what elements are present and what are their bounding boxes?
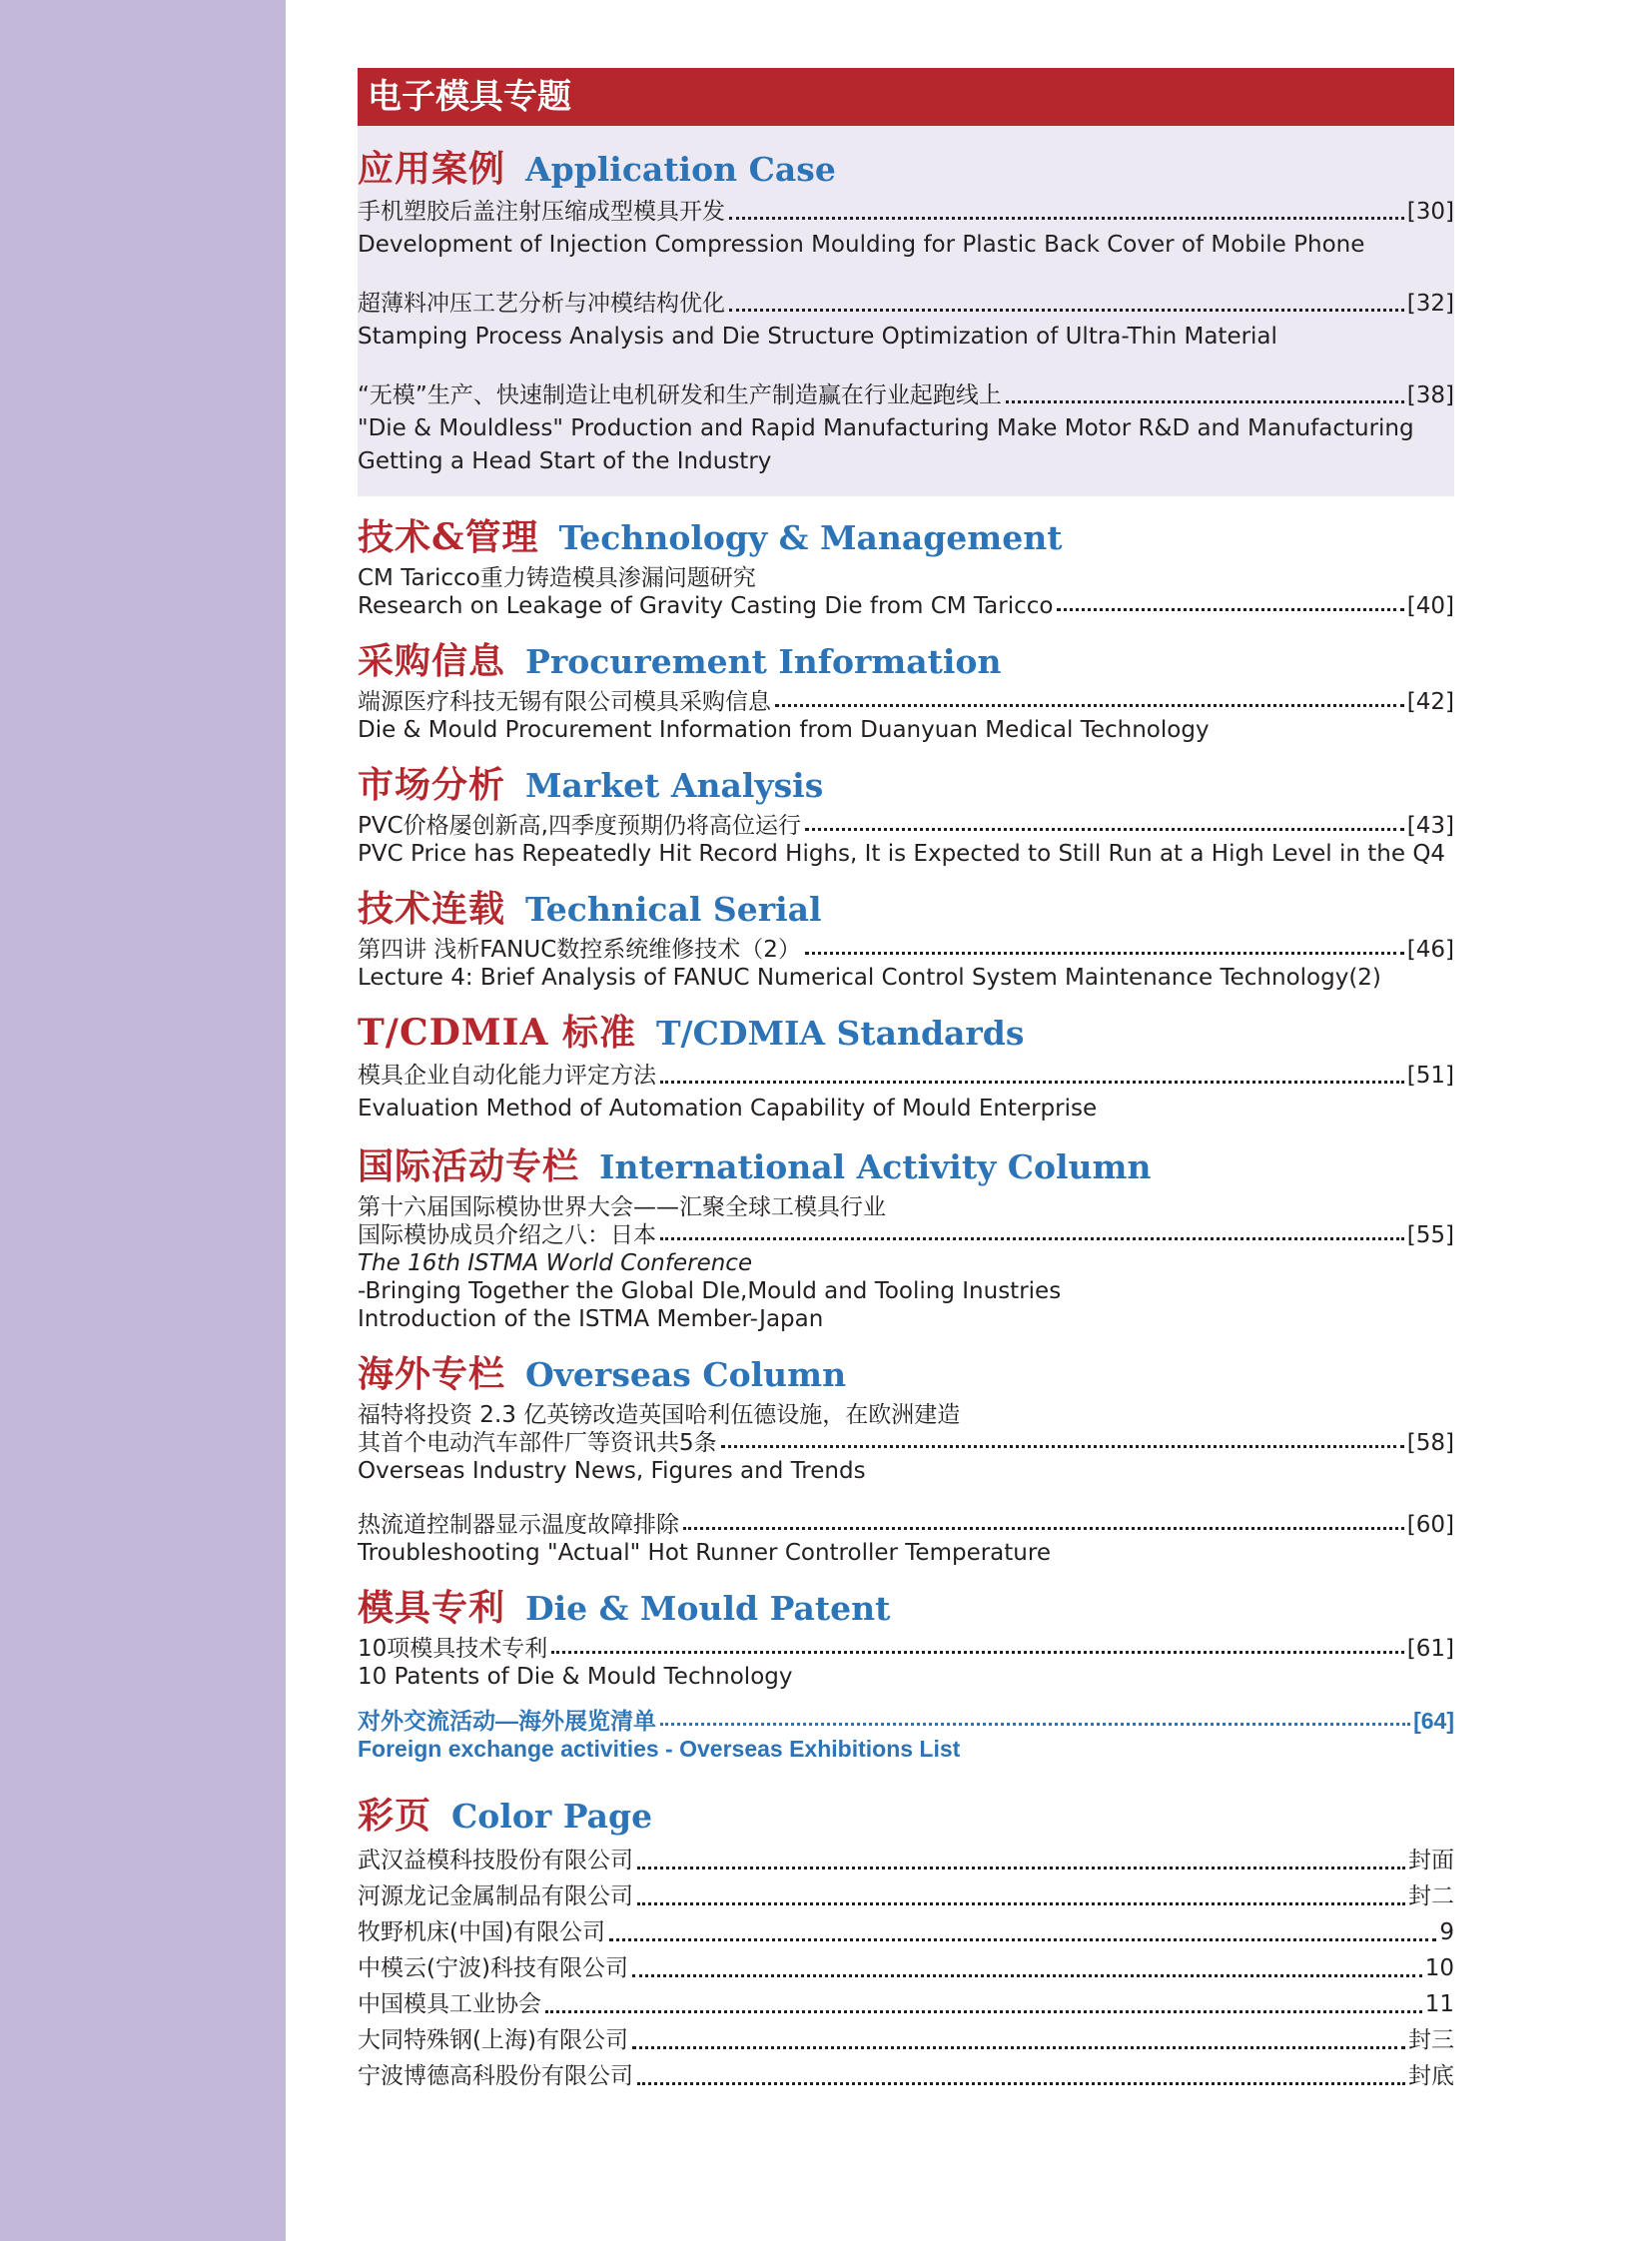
entry-title-en: PVC Price has Repeatedly Hit Record Highs, It is Expected to Still Run at a High Level in the Q4 xyxy=(358,841,1446,867)
dot-leader xyxy=(683,1527,1404,1530)
page-number: [42] xyxy=(1406,689,1454,715)
entry-title-zh-2: 其首个电动汽车部件厂等资讯共5条 xyxy=(358,1430,717,1456)
section-title-en: T/CDMIA Standards xyxy=(655,1014,1025,1053)
section-title xyxy=(358,1139,1454,1193)
entry-title-zh: 超薄料冲压工艺分析与冲模结构优化 xyxy=(358,291,725,317)
procurement-section xyxy=(358,634,1454,744)
page-number: [38] xyxy=(1406,382,1454,408)
dot-leader xyxy=(632,2046,1405,2049)
toc-entry[interactable] xyxy=(358,812,1454,868)
entry-title-zh: “无模”生产、快速制造让电机研发和生产制造赢在行业起跑线上 xyxy=(358,382,1002,408)
section-title-en: International Activity Column xyxy=(599,1147,1152,1186)
section-title xyxy=(358,510,1454,564)
section-title xyxy=(358,882,1454,936)
dot-leader xyxy=(637,2082,1405,2085)
toc-entry[interactable] xyxy=(358,288,1454,354)
section-title-en: Market Analysis xyxy=(525,766,824,805)
company-name: 宁波博德高科股份有限公司 xyxy=(358,2063,633,2089)
section-title-zh: 技术连载 xyxy=(358,888,506,930)
company-name: 武汉益模科技股份有限公司 xyxy=(358,1848,633,1873)
dot-leader xyxy=(805,952,1404,955)
section-title xyxy=(358,1347,1454,1401)
dot-leader xyxy=(609,1938,1436,1941)
page-number: [58] xyxy=(1406,1430,1454,1456)
entry-title-zh: CM Taricco重力铸造模具渗漏问题研究 xyxy=(358,565,756,591)
page-number: [60] xyxy=(1406,1512,1454,1538)
section-title xyxy=(358,758,1454,812)
toc-entry[interactable] xyxy=(358,1401,1454,1485)
dot-leader xyxy=(721,1445,1404,1448)
section-title-zh: 应用案例 xyxy=(358,148,506,190)
dot-leader xyxy=(637,1867,1405,1869)
page-number: [55] xyxy=(1406,1222,1454,1248)
market-analysis-section xyxy=(358,758,1454,868)
entry-title-en: Evaluation Method of Automation Capability of Mould Enterprise xyxy=(358,1096,1098,1121)
color-page-item[interactable] xyxy=(358,2058,1454,2094)
toc-entry[interactable] xyxy=(358,379,1454,478)
section-title xyxy=(358,1581,1454,1635)
toc-entry[interactable] xyxy=(358,564,1454,620)
section-title-zh: 技术&管理 xyxy=(358,516,539,558)
page-number: 9 xyxy=(1439,1919,1454,1945)
entry-title-en: The 16th ISTMA World Conference xyxy=(358,1250,753,1276)
section-title-en: Technology & Management xyxy=(558,518,1063,557)
page-number: [61] xyxy=(1406,1636,1454,1662)
entry-title-en: 10 Patents of Die & Mould Technology xyxy=(358,1664,793,1690)
entry-title-zh: 模具企业自动化能力评定方法 xyxy=(358,1063,656,1089)
standards-section xyxy=(358,1006,1454,1125)
page-number: 11 xyxy=(1424,1991,1454,2017)
section-title-en: Application Case xyxy=(525,150,836,189)
entry-title-en: Foreign exchange activities - Overseas Exhibitions List xyxy=(358,1736,961,1762)
entry-title-en: Lecture 4: Brief Analysis of FANUC Numerical Control System Maintenance Technology(2) xyxy=(358,965,1381,991)
page-number: 封面 xyxy=(1408,1848,1454,1873)
toc-entry[interactable] xyxy=(358,1193,1454,1333)
dot-leader xyxy=(805,828,1404,831)
entry-title-en-2: -Bringing Together the Global DIe,Mould and Tooling Inustries xyxy=(358,1278,1062,1304)
page-number: [64] xyxy=(1413,1708,1454,1734)
section-title-zh: T/CDMIA 标准 xyxy=(358,1012,636,1054)
color-page-section xyxy=(358,1789,1454,2094)
dot-leader xyxy=(660,1723,1410,1726)
toc-entry[interactable] xyxy=(358,1060,1454,1125)
dot-leader xyxy=(729,217,1404,220)
color-page-item[interactable] xyxy=(358,1878,1454,1914)
toc-entry[interactable] xyxy=(358,936,1454,992)
page-number: 封二 xyxy=(1408,1883,1454,1909)
section-title xyxy=(358,142,1454,196)
toc-entry[interactable] xyxy=(358,688,1454,744)
section-title-zh: 市场分析 xyxy=(358,764,506,806)
entry-title-en: Development of Injection Compression Moulding for Plastic Back Cover of Mobile Phone xyxy=(358,232,1365,258)
entry-title-zh: 第十六届国际模协世界大会——汇聚全球工模具行业 xyxy=(358,1194,886,1220)
dot-leader xyxy=(729,309,1404,312)
toc-content xyxy=(358,68,1454,2108)
technical-serial-section xyxy=(358,882,1454,992)
entry-title-zh: 对外交流活动—海外展览清单 xyxy=(358,1708,656,1734)
color-page-item[interactable] xyxy=(358,1950,1454,1986)
page-number: 封三 xyxy=(1408,2027,1454,2053)
section-title-en: Overseas Column xyxy=(525,1355,847,1394)
entry-title-en: Die & Mould Procurement Information from Duanyuan Medical Technology xyxy=(358,717,1210,743)
toc-entry[interactable] xyxy=(358,1635,1454,1691)
entry-title-zh: 第四讲 浅析FANUC数控系统维修技术（2） xyxy=(358,937,801,963)
overseas-section xyxy=(358,1347,1454,1567)
dot-leader xyxy=(551,1651,1404,1654)
section-title-en: Die & Mould Patent xyxy=(525,1589,891,1628)
color-page-item[interactable] xyxy=(358,1843,1454,1878)
dot-leader xyxy=(1057,608,1403,611)
international-activity-section xyxy=(358,1139,1454,1333)
company-name: 中国模具工业协会 xyxy=(358,1991,541,2017)
dot-leader xyxy=(1006,400,1404,403)
entry-title-zh: 10项模具技术专利 xyxy=(358,1636,548,1662)
page-number: [32] xyxy=(1406,291,1454,317)
page-number: [40] xyxy=(1406,593,1454,619)
entry-title-en: Stamping Process Analysis and Die Structure Optimization of Ultra-Thin Material xyxy=(358,324,1277,350)
section-title-zh: 国际活动专栏 xyxy=(358,1145,580,1187)
section-title xyxy=(358,1789,1454,1843)
section-title-en: Color Page xyxy=(451,1797,653,1836)
entry-title-zh: 手机塑胶后盖注射压缩成型模具开发 xyxy=(358,199,725,225)
side-band xyxy=(0,0,286,2241)
entry-title-en-3: Introduction of the ISTMA Member-Japan xyxy=(358,1306,824,1332)
dot-leader xyxy=(660,1237,1404,1240)
page-number: [30] xyxy=(1406,199,1454,225)
toc-entry[interactable] xyxy=(358,1511,1454,1567)
page-number: [43] xyxy=(1406,813,1454,839)
dot-leader xyxy=(775,704,1404,707)
entry-title-zh: 端源医疗科技无锡有限公司模具采购信息 xyxy=(358,689,771,715)
entry-title-zh: 福特将投资 2.3 亿英镑改造英国哈利伍德设施，在欧洲建造 xyxy=(358,1402,961,1428)
dot-leader xyxy=(545,2010,1422,2013)
toc-entry-foreign-exchange[interactable] xyxy=(358,1707,1454,1763)
entry-title-zh: PVC价格屡创新高,四季度预期仍将高位运行 xyxy=(358,813,801,839)
entry-title-en: Overseas Industry News, Figures and Trends xyxy=(358,1458,866,1484)
entry-title-en: Troubleshooting "Actual" Hot Runner Controller Temperature xyxy=(358,1540,1051,1566)
dot-leader xyxy=(637,1902,1405,1905)
entry-title-en-cont: Getting a Head Start of the Industry xyxy=(358,448,772,474)
entry-title-en: Research on Leakage of Gravity Casting Die from CM Taricco xyxy=(358,593,1054,619)
entry-title-zh: 热流道控制器显示温度故障排除 xyxy=(358,1512,679,1538)
section-title-zh: 模具专利 xyxy=(358,1587,506,1629)
page-number: 10 xyxy=(1424,1955,1454,1981)
toc-entry[interactable] xyxy=(358,196,1454,262)
color-page-item[interactable] xyxy=(358,2022,1454,2058)
section-title-zh: 彩页 xyxy=(358,1795,432,1837)
tech-management-section xyxy=(358,510,1454,620)
company-name: 中模云(宁波)科技有限公司 xyxy=(358,1955,628,1981)
section-title-en: Technical Serial xyxy=(525,890,822,929)
section-title-zh: 海外专栏 xyxy=(358,1353,506,1395)
application-case-section xyxy=(358,126,1454,496)
patent-section xyxy=(358,1581,1454,1763)
color-page-item[interactable] xyxy=(358,1914,1454,1950)
color-page-item[interactable] xyxy=(358,1986,1454,2022)
section-title xyxy=(358,1006,1454,1060)
section-title-zh: 采购信息 xyxy=(358,640,506,682)
section-title-en: Procurement Information xyxy=(525,642,1002,681)
page-number: 封底 xyxy=(1408,2063,1454,2089)
company-name: 大同特殊钢(上海)有限公司 xyxy=(358,2027,628,2053)
company-name: 牧野机床(中国)有限公司 xyxy=(358,1919,605,1945)
page-number: [46] xyxy=(1406,937,1454,963)
page-number: [51] xyxy=(1406,1063,1454,1089)
company-name: 河源龙记金属制品有限公司 xyxy=(358,1883,633,1909)
dot-leader xyxy=(660,1081,1404,1084)
section-title xyxy=(358,634,1454,688)
entry-title-en: "Die & Mouldless" Production and Rapid Manufacturing Make Motor R&D and Manufacturing xyxy=(358,415,1414,441)
entry-title-zh-2: 国际模协成员介绍之八：日本 xyxy=(358,1222,656,1248)
dot-leader xyxy=(632,1974,1422,1977)
section-banner: 电子模具专题 xyxy=(358,68,1454,126)
